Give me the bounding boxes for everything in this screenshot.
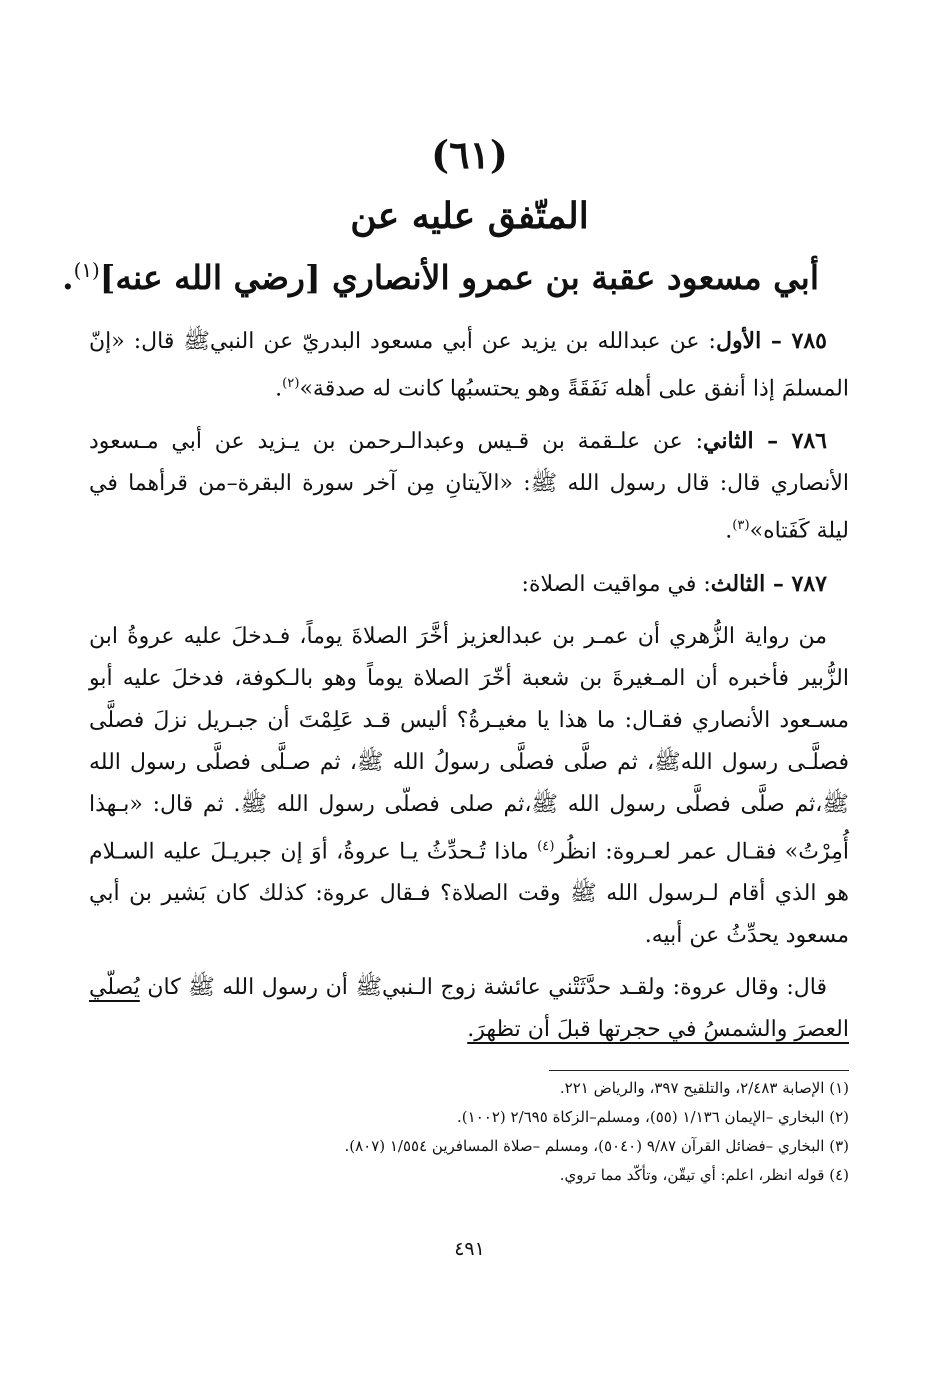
hadith-787: [89, 563, 849, 606]
chapter-number: (٦١): [431, 132, 508, 177]
story-text-a: قال: وقال عروة: ولقـد حدَّثَتْني عائشة زوج الـنبيﷺ أن رسول الله ﷺ كان: [139, 974, 827, 1000]
hadith-number: ٧٨٧ – الثالث: [710, 570, 827, 597]
chapter-title-line-1: المتّفق عليه عن: [350, 195, 589, 237]
body-text: [89, 320, 849, 1061]
story-paragraph-2: [89, 967, 849, 1051]
footnote-1: (١) الإصابة ٢/٤٨٣، والتلقيح ٣٩٧، والرياض ٢٢١.: [559, 1079, 849, 1097]
hadith-text: : عن عبدالله بن يزيد عن أبي مسعود البدريّ عن النبيﷺ قال: «إنّ المسلمَ إذا أنفق على أهله نَفَقَةً وهو يحتسبُها كانت له صدقة»: [89, 329, 849, 402]
chapter-title-text: أبي مسعود عقبة بن عمرو الأنصاري [رضي الله عنه]: [99, 258, 819, 297]
footnote-3: (٣) البخاري –فضائل القرآن ٩/٨٧ (٥٠٤٠)، ومسلم –صلاة المسافرين ١/٥٥٤ (٨٠٧).: [344, 1137, 849, 1155]
footnote-ref-1: (١): [73, 259, 100, 282]
footnote-ref-4: (٤): [537, 838, 555, 854]
hadith-text: : في مواقيت الصلاة:: [521, 571, 711, 597]
hadith-785: [89, 320, 849, 410]
title-period: .: [62, 258, 74, 297]
story-text-underlined: يُصلّي العصرَ والشمسُ في حجرتها قبلَ أن تظهرَ.: [89, 974, 849, 1042]
story-text-b: ماذا تُـحدِّثُ يـا عروةُ، أوَ إن جبريـلَ عليه السـلام هو الذي أقام لـرسول الله ﷺ وقت الصلاة؟ فـقال عروة: كذلك كان بَشير بن أبي مسعود يحدِّثُ عن أبيه.: [89, 838, 849, 948]
footnotes: [89, 1076, 849, 1192]
hadith-786: [89, 420, 849, 552]
chapter-title-line-2: [62, 258, 819, 297]
story-paragraph-1: [89, 616, 849, 957]
footnote-divider: [549, 1070, 849, 1071]
footnote-ref-2: (٢): [282, 376, 300, 391]
hadith-text: : عن علـقمة بن قـيس وعبدالـرحمن بن يـزيد عن أبي مـسعود الأنصاري قال: قال رسول الله ﷺ: «الآيتانِ مِن آخر سورة البقرة–من قرأهما في ليلة كَفَتاه»: [89, 429, 849, 544]
hadith-number: ٧٨٥ – الأول: [715, 328, 827, 354]
footnote-ref-3: (٣): [732, 518, 750, 534]
hadith-number: ٧٨٦ – الثاني: [703, 428, 827, 455]
hadith-period: .: [725, 518, 733, 544]
page-number: ٤٩١: [454, 1238, 485, 1260]
story-text-a: من رواية الزُّهري أن عمـر بن عبدالعزيز أخَّرَ الصلاةَ يوماً، فـدخلَ عليه عروةُ ابن الزُّبير فأخبره أن المـغيرةَ بن شعبة أخّرَ الصلاة يوماً وهو بالـكوفة، فدخلَ عليه أبو مسـعود الأنصاري فقـال: ما هذا يا مغيـرةُ؟ أليس قـد عَلِمْتَ أن جبـريل نزلَ فصلَّى فصلَّـى رسول اللهﷺ، ثم صلَّى فصلَّى رسولُ الله ﷺ، ثم صـلَّى فصلَّى رسول الله ﷺ،ثم صلَّى فصلَّى رسول الله ﷺ،ثم صلى فصلّى رسول الله ﷺ. ثم قال: «بـهذا أُمِرْتُ» فقـال عمر لعـروة: انظُر: [89, 623, 849, 864]
footnote-4: (٤) قوله انظر، اعلم: أي تيقّن، وتأكّد مما تروي.: [559, 1166, 849, 1184]
footnote-2: (٢) البخاري –الإيمان ١/١٣٦ (٥٥)، ومسلم–الزكاة ٢/٦٩٥ (١٠٠٢).: [457, 1108, 849, 1126]
hadith-period: .: [275, 376, 283, 402]
